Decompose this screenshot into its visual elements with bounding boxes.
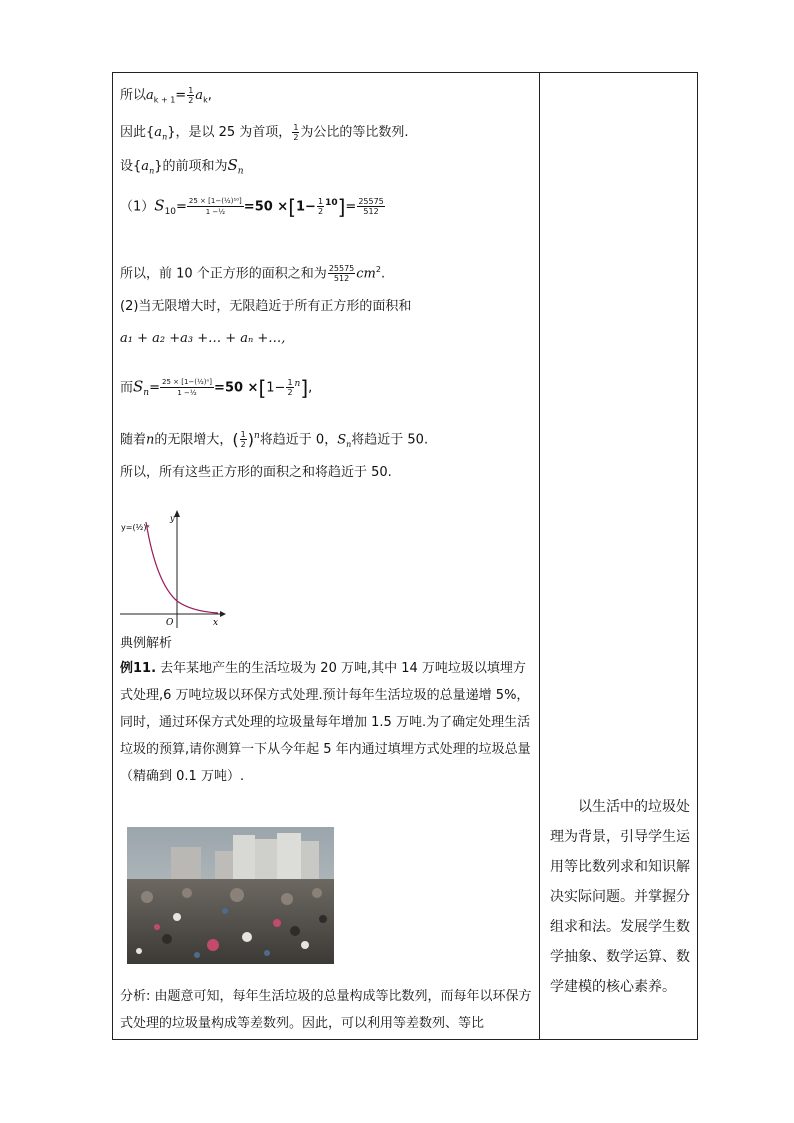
text: ，是以 25 为首项， <box>175 125 292 140</box>
equals: = <box>149 380 160 396</box>
text: 将趋近于 0， <box>259 432 338 448</box>
math-s: S <box>227 156 238 174</box>
fraction-half <box>317 197 324 216</box>
math-a: a <box>195 88 204 103</box>
text: 为公比的等比数列. <box>300 125 409 140</box>
math-n: n <box>146 432 155 448</box>
line-series <box>120 330 285 348</box>
math-s: S <box>133 377 144 396</box>
subscript: k + 1 <box>153 95 176 105</box>
superscript: n <box>294 379 301 389</box>
text: 随着 <box>120 432 147 448</box>
num: 1 <box>188 86 194 95</box>
exponential-graph <box>118 508 228 630</box>
example-text <box>120 655 534 790</box>
text: 的前项和为 <box>162 159 228 174</box>
text: 所以 <box>120 88 147 103</box>
series: a₁ + a₂ +a₃ +… + aₙ +…, <box>120 331 286 346</box>
line-s10: $(1)S_{10}=$ $\frac{\text{25 × [1−(½)¹⁰]}}{\text{1 −½}}$ =50 ×[1− $\frac{1}{2}$ $^{10}$]= $\frac{25575}{512}$ <box>120 194 384 219</box>
curve <box>146 522 218 613</box>
math-a: a <box>146 88 154 103</box>
y-axis-arrow <box>174 510 180 517</box>
fraction-half <box>292 123 299 142</box>
num: 1 <box>317 197 324 207</box>
superscript: 2 <box>375 265 381 274</box>
example-body: 去年某地产生的生活垃圾为 20 万吨,其中 14 万吨垃圾以填埋方式处理,6 万吨垃圾以环保方式处理.预计每年生活垃圾的总量递增 5%，同时，通过环保方式处理的垃圾量每年增加 1.5 万吨.为了确定处理生活垃圾的预算,请你测算一下从今年起 5 年内通过填埋方式处理的垃圾总量（精确到 0.1 万吨）. <box>120 661 531 784</box>
origin-label: O <box>166 618 174 628</box>
fraction-s10 <box>187 196 244 217</box>
math-s: S <box>337 432 347 448</box>
unit: cm <box>356 266 376 282</box>
line-conclusion <box>120 464 392 482</box>
y-label: y <box>170 514 175 523</box>
subscript: n <box>149 166 155 176</box>
text: 设 <box>120 159 134 174</box>
line-area-sum <box>120 261 385 283</box>
num: 25575 <box>358 197 384 207</box>
fifty: =50 × <box>243 199 289 215</box>
fraction-half <box>187 86 194 105</box>
fifty: =50 × <box>214 380 259 396</box>
superscript: 10 <box>325 198 338 208</box>
curve-label: y=(½)ˣ <box>121 523 150 532</box>
den: 2 <box>317 207 324 217</box>
garbage-dump-illustration <box>127 827 334 964</box>
math-a: a <box>141 159 150 174</box>
one-minus: 1− <box>296 199 316 215</box>
math-s: S <box>154 196 165 215</box>
equals: = <box>176 199 187 215</box>
x-label: x <box>213 618 219 628</box>
den: 2 <box>287 388 293 398</box>
subscript: n <box>162 132 168 142</box>
text: 因此 <box>120 125 147 140</box>
comma: , <box>308 380 313 396</box>
analysis-text: 分析: 由题意可知，每年生活垃圾的总量构成等比数列，而每年以环保方式处理的垃圾量构成等差数列。因此，可以利用等差数列、等比 <box>120 989 532 1031</box>
num: 25 × [1−(½)ⁿ] <box>162 378 213 387</box>
line-part2 <box>120 298 411 316</box>
line-sn: 而$S_n=$ $\frac{\text{25 × [1−(½)ⁿ]}}{\text{1 −½}}$ =50 ×[1− $\frac{1}{2}$ $^n$], <box>120 375 313 400</box>
comma: , <box>207 88 212 103</box>
fraction-half <box>240 430 247 449</box>
subscript: n <box>346 439 352 449</box>
den: 2 <box>188 96 194 105</box>
num: 1 <box>293 123 299 132</box>
equals: = <box>175 88 187 103</box>
text: (2)当无限增大时，无限趋近于所有正方形的面积和 <box>120 299 412 314</box>
den: 2 <box>293 133 299 142</box>
side-note-text: 以生活中的垃圾处理为背景，引导学生运用等比数列求和知识解决实际问题。并掌握分组求和法。发展学生数学抽象、数学运算、数学建模的核心素养。 <box>550 799 690 995</box>
den: 512 <box>363 207 379 217</box>
example-title: 例11. <box>120 661 157 676</box>
num: 25 × [1−(½)¹⁰] <box>188 197 242 206</box>
text: 将趋近于 50. <box>351 432 429 448</box>
line-limit: 随着n的无限增大，( $\frac{1}{2}$ )$^n$将趋近于 0，$S_n$将趋近于 50. <box>120 429 429 450</box>
text: （1） <box>120 199 155 215</box>
den: 512 <box>333 274 350 284</box>
garbage-dump-image <box>127 827 334 964</box>
section-heading: 典例解析 <box>120 636 173 651</box>
num: 1 <box>240 430 246 440</box>
period: . <box>380 266 386 282</box>
text: 所以，所有这些正方形的面积之和将趋近于 50. <box>120 465 392 480</box>
equals: = <box>345 199 357 215</box>
column-divider <box>539 72 540 1040</box>
num: 1 <box>287 378 293 388</box>
fraction-sn <box>160 377 214 398</box>
line-geometric: 因此$\{a_n\}$，是以 25 为首项， $\frac{1}{2}$ 为公比的等比数列. <box>120 123 409 142</box>
subscript: n <box>237 166 244 177</box>
side-note <box>550 792 692 1002</box>
num: 25575 <box>328 264 355 274</box>
subscript: 10 <box>164 206 177 217</box>
den: 2 <box>240 440 246 450</box>
math-a: a <box>154 125 163 140</box>
den: 1 −½ <box>177 389 197 398</box>
superscript: n <box>254 431 260 441</box>
den: 1 −½ <box>205 208 226 217</box>
subscript: k <box>203 95 208 105</box>
text: 的无限增大， <box>154 432 233 448</box>
one-minus: 1− <box>266 380 286 396</box>
text: 而 <box>120 380 134 396</box>
line-recurrence <box>120 86 212 110</box>
fraction-result <box>328 264 355 283</box>
text: 所以，前 10 个正方形的面积之和为 <box>120 266 327 282</box>
line-sum-def: 设$\{a_n\}$的前项和为$S_n$ <box>120 156 244 177</box>
subscript: n <box>143 387 150 398</box>
fraction-result <box>357 197 384 216</box>
x-axis-arrow <box>220 611 226 617</box>
fraction-half <box>286 378 293 397</box>
